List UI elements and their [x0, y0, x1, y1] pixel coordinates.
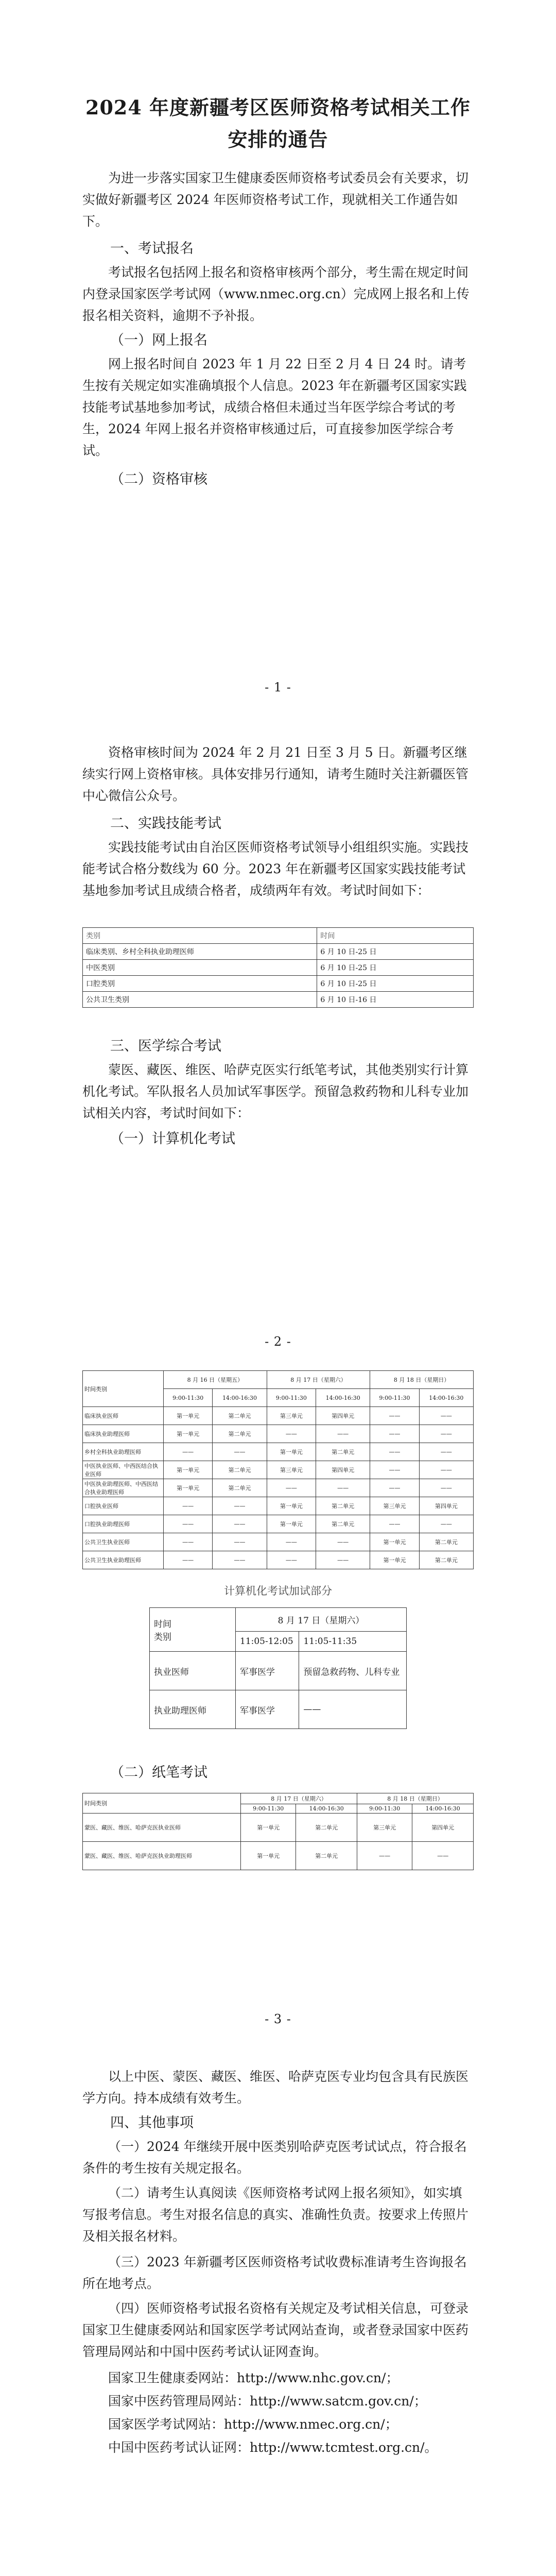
table-cell: 6 月 10 日-25 日: [317, 976, 474, 992]
table-cell: ——: [419, 1461, 473, 1479]
section-3-sub-2: （二）纸笔考试: [110, 1765, 207, 1781]
table-header-row: [83, 1371, 474, 1389]
section-3-sub-1: （一）计算机化考试: [110, 1131, 235, 1147]
section-1-paragraph-1: 考试报名包括网上报名和资格审核两个部分，考生需在规定时间内登录国家医学考试网（www.nmec.org.cn）完成网上报名和上传报名相关资料，逾期不予补报。: [82, 265, 470, 323]
table-cell: ——: [316, 1425, 370, 1443]
table-cell: 第一单元: [164, 1461, 213, 1479]
table-cell: ——: [164, 1515, 213, 1533]
table-cell: 第四单元: [316, 1407, 370, 1425]
table-cell: ——: [370, 1425, 419, 1443]
table-header-cell: 9:00-11:30: [267, 1389, 316, 1407]
table-cell: 第一单元: [241, 1842, 296, 1870]
table-cell: ——: [419, 1479, 473, 1497]
table-cell: ——: [213, 1497, 267, 1515]
table-row: [83, 1551, 474, 1569]
table-cell: 临床类别、乡村全科执业助理医师: [83, 944, 317, 960]
table-cell: 第一单元: [267, 1515, 316, 1533]
section-4-heading: 四、其他事项: [110, 2115, 194, 2131]
table-cell: 预留急救药物、儿科专业: [299, 1652, 407, 1690]
table-cell: ——: [316, 1479, 370, 1497]
section-4-item-1: （一）2024 年继续开展中医类别哈萨克医考试试点，符合报名条件的考生按有关规定报名。: [82, 2139, 467, 2176]
table-cell: 军事医学: [236, 1690, 299, 1729]
table-cell: ——: [370, 1443, 419, 1461]
table-cell: 第二单元: [419, 1551, 473, 1569]
table-cell: ——: [370, 1461, 419, 1479]
link-nhc[interactable]: 国家卫生健康委网站：http://www.nhc.gov.cn/；: [108, 2370, 399, 2385]
title-line-2: 安排的通告: [228, 128, 328, 151]
table-header-cell: 8 月 17 日（星期六）: [236, 1608, 407, 1632]
table-header-cell: 时间类别: [83, 1371, 164, 1407]
table-header-cell: 时间: [317, 928, 474, 944]
table-cell: ——: [419, 1425, 473, 1443]
section-2-paragraph: 实践技能考试由自治区医师资格考试领导小组组织实施。实践技能考试合格分数线为 60 分。2023 年在新疆考区国家实践技能考试基地参加考试且成绩合格者，成绩两年有效。考试时间如下：: [82, 840, 469, 898]
table-cell: 第四单元: [419, 1497, 473, 1515]
table-header-cell: 类别: [83, 928, 317, 944]
table-row: [150, 1690, 407, 1729]
table-row: [83, 944, 474, 960]
table-row: [83, 1814, 474, 1842]
section-1-sub-1: （一）网上报名: [110, 332, 207, 348]
table-cell: 口腔执业助理医师: [83, 1515, 164, 1533]
table-header-cell: 11:05-12:05: [236, 1632, 299, 1652]
table-cell: 蒙医、藏医、维医、哈萨克医执业助理医师: [83, 1842, 241, 1870]
computer-exam-table: [82, 1370, 474, 1569]
title-line-1: 2024 年度新疆考区医师资格考试相关工作: [85, 96, 471, 119]
table-cell: 公共卫生执业助理医师: [83, 1551, 164, 1569]
table-cell: ——: [370, 1407, 419, 1425]
table-cell: 第四单元: [316, 1461, 370, 1479]
table-cell: ——: [213, 1551, 267, 1569]
table-row: [150, 1652, 407, 1690]
table-cell: 军事医学: [236, 1652, 299, 1690]
table-cell: 第一单元: [370, 1551, 419, 1569]
table-cell: ——: [267, 1425, 316, 1443]
table-cell: 蒙医、藏医、维医、哈萨克医执业医师: [83, 1814, 241, 1842]
section-3-paragraph: 蒙医、藏医、维医、哈萨克医实行纸笔考试，其他类别实行计算机化考试。军队报名人员加试军事医学。预留急救药物和儿科专业加试相关内容，考试时间如下：: [82, 1062, 469, 1121]
table-cell: ——: [357, 1842, 412, 1870]
table-cell: 第二单元: [316, 1443, 370, 1461]
table-cell: ——: [164, 1497, 213, 1515]
intro-paragraph: 为进一步落实国家卫生健康委医师资格考试委员会有关要求，切实做好新疆考区 2024 年医师资格考试工作，现就相关工作通告如下。: [82, 171, 469, 229]
table-row: [83, 1842, 474, 1870]
table-cell: 第三单元: [370, 1497, 419, 1515]
table-cell: ——: [370, 1479, 419, 1497]
table-cell: 第一单元: [267, 1497, 316, 1515]
table-cell: ——: [267, 1479, 316, 1497]
table-cell: 第一单元: [164, 1407, 213, 1425]
table-cell: 第一单元: [267, 1443, 316, 1461]
practical-exam-table: [82, 927, 474, 1008]
table-header-cell: 8 月 17 日（星期六）: [241, 1793, 357, 1804]
table-cell: 执业医师: [150, 1652, 236, 1690]
table-cell: 第二单元: [296, 1842, 357, 1870]
table-cell: 第四单元: [412, 1814, 474, 1842]
table-header-row: [150, 1608, 407, 1632]
link-nmec[interactable]: 国家医学考试网站：http://www.nmec.org.cn/；: [108, 2417, 398, 2432]
table-cell: ——: [316, 1533, 370, 1551]
table-header-cell: 8 月 18 日（星期日）: [357, 1793, 473, 1804]
table-row: [83, 976, 474, 992]
table-header-cell: 8 月 16 日（星期五）: [164, 1371, 267, 1389]
table-cell: 第一单元: [164, 1479, 213, 1497]
table-cell: 6 月 10 日-25 日: [317, 960, 474, 976]
table-row: [83, 1479, 474, 1497]
table-cell: 临床执业助理医师: [83, 1425, 164, 1443]
table-header-row: [83, 1793, 474, 1804]
table-cell: 公共卫生类别: [83, 992, 317, 1008]
table-header-cell: 14:00-16:30: [296, 1804, 357, 1814]
table-cell: ——: [213, 1515, 267, 1533]
table-cell: ——: [419, 1407, 473, 1425]
table-header-cell: [150, 1608, 236, 1652]
table-row: [83, 1515, 474, 1533]
table-row: [83, 992, 474, 1008]
table-cell: ——: [419, 1443, 473, 1461]
table-cell: ——: [267, 1551, 316, 1569]
table-cell: ——: [316, 1551, 370, 1569]
table-row: [83, 1425, 474, 1443]
link-tcmtest[interactable]: 中国中医药考试认证网：http://www.tcmtest.org.cn/。: [108, 2440, 438, 2455]
section-1-paragraph-2: 网上报名时间自 2023 年 1 月 22 日至 2 月 4 日 24 时。请考生按有关规定如实准确填报个人信息。2023 年在新疆考区国家实践技能考试基地参加考试，成绩合格但未通过当年医学综合考试的考生，2024 年网上报名并资格审核通过后，可直接参加医学综合考试。: [82, 357, 467, 458]
table-header-cell: 9:00-11:30: [164, 1389, 213, 1407]
table-row: [83, 1407, 474, 1425]
section-2-heading: 二、实践技能考试: [110, 816, 221, 832]
table-cell: ——: [419, 1515, 473, 1533]
table-cell: ——: [299, 1690, 407, 1729]
addon-exam-table: [149, 1607, 407, 1729]
table-header-cell: 14:00-16:30: [412, 1804, 474, 1814]
section-3-paragraph-2: 以上中医、蒙医、藏医、维医、哈萨克医专业均包含具有民族医学方向。持本成绩有效考生。: [82, 2069, 469, 2106]
table-header-cell: 14:00-16:30: [213, 1389, 267, 1407]
table-row: [83, 1497, 474, 1515]
table-cell: ——: [213, 1443, 267, 1461]
table-cell: ——: [164, 1551, 213, 1569]
table-header-cell: 14:00-16:30: [419, 1389, 473, 1407]
table-cell: 公共卫生执业医师: [83, 1533, 164, 1551]
section-3-heading: 三、医学综合考试: [110, 1038, 221, 1054]
table-cell: 第二单元: [316, 1497, 370, 1515]
table-cell: ——: [267, 1533, 316, 1551]
table-header-cell: 9:00-11:30: [357, 1804, 412, 1814]
table-cell: ——: [164, 1443, 213, 1461]
table-cell: 第一单元: [370, 1533, 419, 1551]
table-row: [83, 1461, 474, 1479]
table-header-cell: 8 月 17 日（星期六）: [267, 1371, 370, 1389]
paper-exam-table: [82, 1793, 474, 1870]
table-cell: 第二单元: [213, 1479, 267, 1497]
table-cell: 执业助理医师: [150, 1690, 236, 1729]
table-cell: 第三单元: [357, 1814, 412, 1842]
time-label: 时间: [154, 1619, 171, 1630]
section-4-item-4: （四）医师资格考试报名资格有关规定及考试相关信息，可登录国家卫生健康委网站和国家医学考试网站查询，或者登录国家中医药管理局网站和中国中医药考试认证网查询。: [82, 2301, 469, 2359]
table-cell: ——: [412, 1842, 474, 1870]
table-row: [83, 960, 474, 976]
table-header-cell: 9:00-11:30: [370, 1389, 419, 1407]
page-number-1: - 1 -: [265, 680, 291, 694]
table-cell: ——: [370, 1515, 419, 1533]
table-cell: 乡村全科执业助理医师: [83, 1443, 164, 1461]
table-cell: 第三单元: [267, 1407, 316, 1425]
link-satcm[interactable]: 国家中医药管理局网站：http://www.satcm.gov.cn/；: [108, 2394, 427, 2409]
table-cell: 6 月 10 日-16 日: [317, 992, 474, 1008]
table-cell: 口腔执业医师: [83, 1497, 164, 1515]
section-1-sub-2: （二）资格审核: [110, 471, 207, 487]
table-cell: 临床执业医师: [83, 1407, 164, 1425]
page-number-2: - 2 -: [265, 1334, 291, 1349]
type-label: 类别: [154, 1632, 171, 1642]
table-cell: 第二单元: [316, 1515, 370, 1533]
table-cell: 第二单元: [213, 1461, 267, 1479]
table-header-cell: 9:00-11:30: [241, 1804, 296, 1814]
table-header-cell: 14:00-16:30: [316, 1389, 370, 1407]
table-cell: 第二单元: [296, 1814, 357, 1842]
table-cell: 中医类别: [83, 960, 317, 976]
table-header-cell: 8 月 18 日（星期日）: [370, 1371, 474, 1389]
table-cell: 第二单元: [213, 1407, 267, 1425]
table-cell: 6 月 10 日-25 日: [317, 944, 474, 960]
table-cell: 第一单元: [241, 1814, 296, 1842]
table-header-row: [83, 928, 474, 944]
table-row: [83, 1443, 474, 1461]
table-cell: ——: [213, 1533, 267, 1551]
page-number-3: - 3 -: [265, 2012, 291, 2026]
table-cell: 第二单元: [419, 1533, 473, 1551]
table-cell: 中医执业助理医师、中西医结合执业助理医师: [83, 1479, 164, 1497]
table-cell: 口腔类别: [83, 976, 317, 992]
table-header-cell: 时间类别: [83, 1793, 241, 1814]
table-cell: ——: [164, 1533, 213, 1551]
section-4-item-2: （二）请考生认真阅读《医师资格考试网上报名须知》，如实填写报考信息。考生对报名信息的真实、准确性负责。按要求上传照片及相关报名材料。: [82, 2185, 469, 2244]
table-cell: 第二单元: [213, 1425, 267, 1443]
table-cell: 第三单元: [267, 1461, 316, 1479]
table-header-cell: 11:05-11:35: [299, 1632, 407, 1652]
addon-table-caption: 计算机化考试加试部分: [224, 1585, 332, 1597]
section-4-item-3: （三）2023 年新疆考区医师资格考试收费标准请考生咨询报名所在地考点。: [82, 2255, 467, 2291]
table-row: [83, 1533, 474, 1551]
section-1-paragraph-3: 资格审核时间为 2024 年 2 月 21 日至 3 月 5 日。新疆考区继续实行网上资格审核。具体安排另行通知，请考生随时关注新疆医管中心微信公众号。: [82, 745, 469, 803]
section-1-heading: 一、考试报名: [110, 241, 194, 257]
table-cell: 第一单元: [164, 1425, 213, 1443]
table-cell: 中医执业医师、中西医结合执业医师: [83, 1461, 164, 1479]
